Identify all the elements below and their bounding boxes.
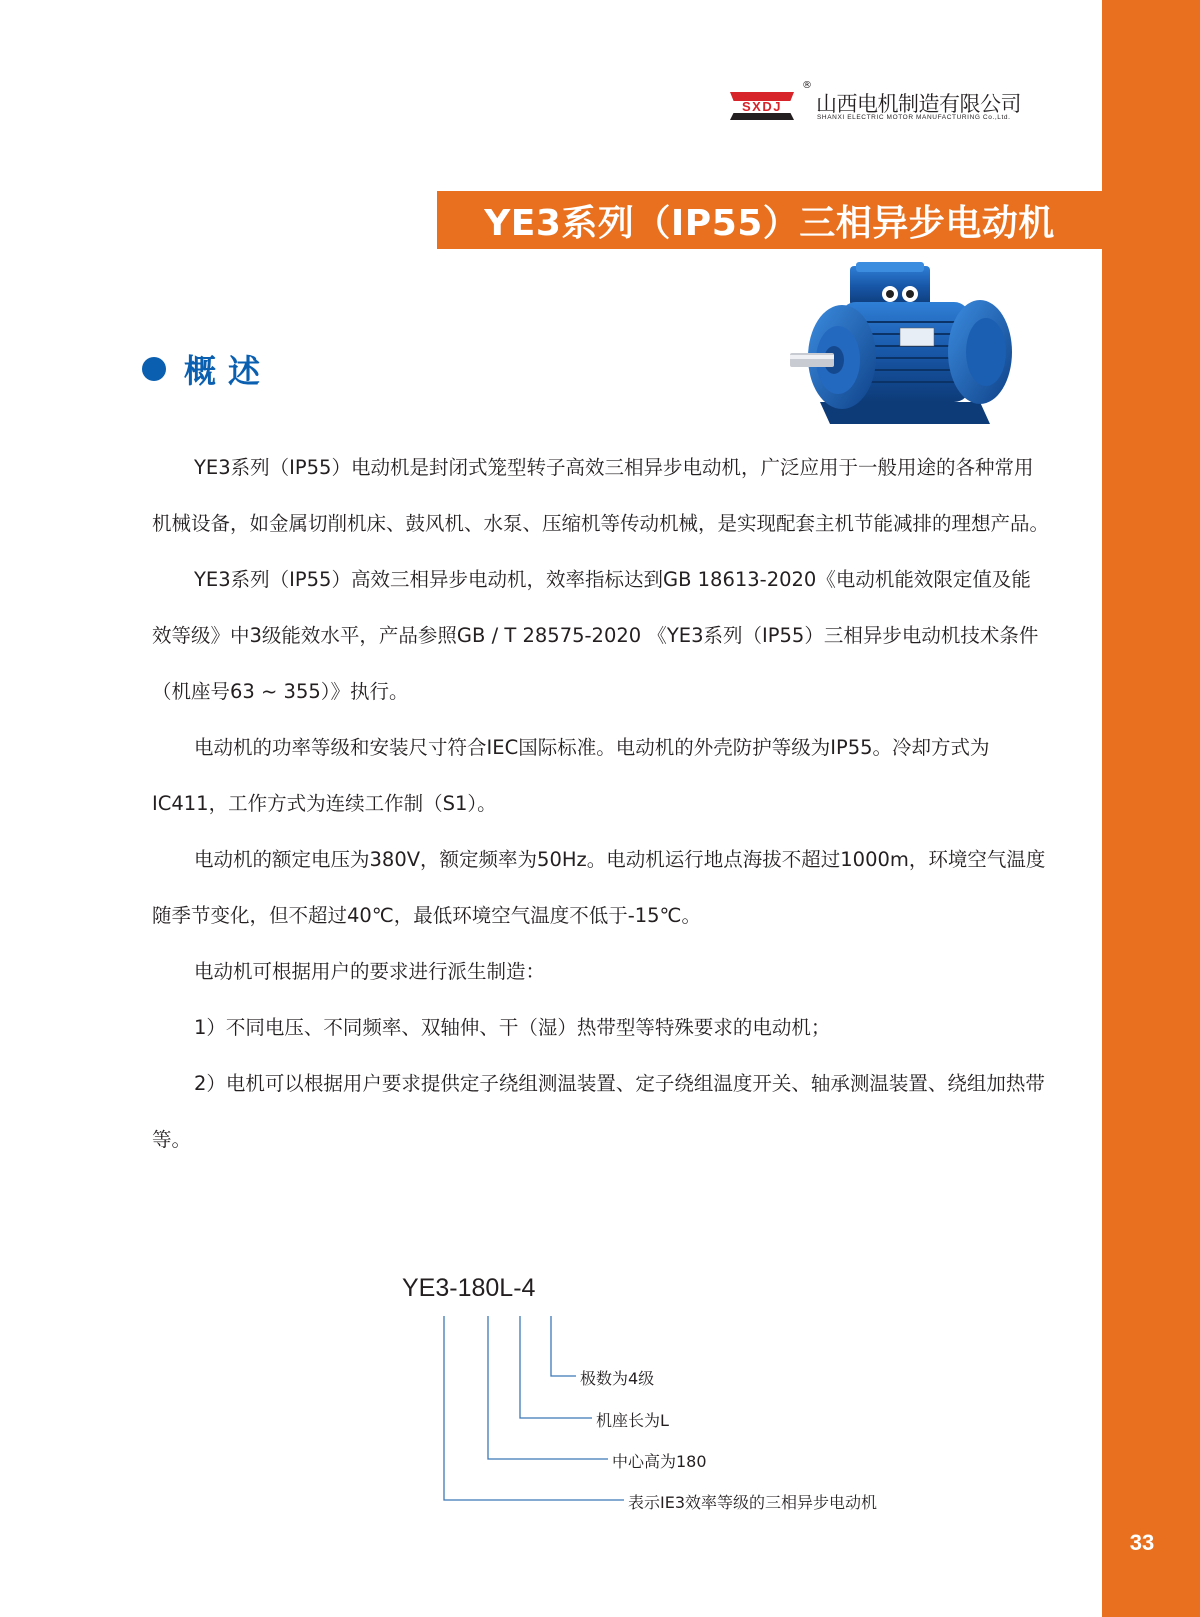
motor-image xyxy=(790,262,1020,434)
page-title: YE3系列（IP55）三相异步电动机 xyxy=(484,202,1055,244)
company-name-en: SHANXI ELECTRIC MOTOR MANUFACTURING Co.,Ltd. xyxy=(817,114,1011,121)
body-text xyxy=(152,440,1050,1168)
sxdj-logo-mark xyxy=(726,84,798,128)
diagram-label-poles: 极数为4级 xyxy=(580,1369,655,1388)
paragraph: 电动机可根据用户的要求进行派生制造： xyxy=(194,960,546,983)
bullet-dot-icon xyxy=(142,357,166,381)
paragraph: 电动机的额定电压为380V，额定频率为50Hz。电动机运行地点海拔不超过1000m，环境空气温度随季节变化，但不超过40℃，最低环境空气温度不低于-15℃。 xyxy=(152,848,1046,927)
paragraph: YE3系列（IP55）电动机是封闭式笼型转子高效三相异步电动机，广泛应用于一般用途的各种常用机械设备，如金属切削机床、鼓风机、水泵、压缩机等传动机械，是实现配套主机节能减排的理想产品。 xyxy=(152,456,1050,535)
paragraph: YE3系列（IP55）高效三相异步电动机，效率指标达到GB 18613-2020《电动机能效限定值及能效等级》中3级能效水平，产品参照GB / T 28575-2020 《YE3系列（IP55）三相异步电动机技术条件（机座号63 ~ 355）》执行。 xyxy=(152,568,1039,703)
paragraph: 2）电机可以根据用户要求提供定子绕组测温装置、定子绕组温度开关、轴承测温装置、绕组加热带等。 xyxy=(152,1072,1045,1151)
paragraph: 1）不同电压、不同频率、双轴伸、干（湿）热带型等特殊要求的电动机； xyxy=(194,1016,831,1039)
diagram-label-frame-length: 机座长为L xyxy=(596,1411,669,1430)
section-heading xyxy=(142,346,272,392)
side-accent-bar xyxy=(1102,0,1200,1617)
title-banner xyxy=(437,191,1102,249)
paragraph: 电动机的功率等级和安装尺寸符合IEC国际标准。电动机的外壳防护等级为IP55。冷却方式为IC411，工作方式为连续工作制（S1）。 xyxy=(152,736,990,815)
diagram-label-center-height: 中心高为180 xyxy=(612,1452,707,1471)
company-name-cn: 山西电机制造有限公司 xyxy=(816,92,1021,116)
model-code: YE3-180L-4 xyxy=(402,1274,536,1302)
page-number: 33 xyxy=(1129,1530,1155,1555)
svg-text:SXDJ: SXDJ xyxy=(742,99,782,114)
company-logo xyxy=(726,82,1036,132)
registered-mark: ® xyxy=(802,80,812,91)
section-title: 概述 xyxy=(184,352,273,390)
diagram-label-efficiency-class: 表示IE3效率等级的三相异步电动机 xyxy=(628,1493,878,1512)
